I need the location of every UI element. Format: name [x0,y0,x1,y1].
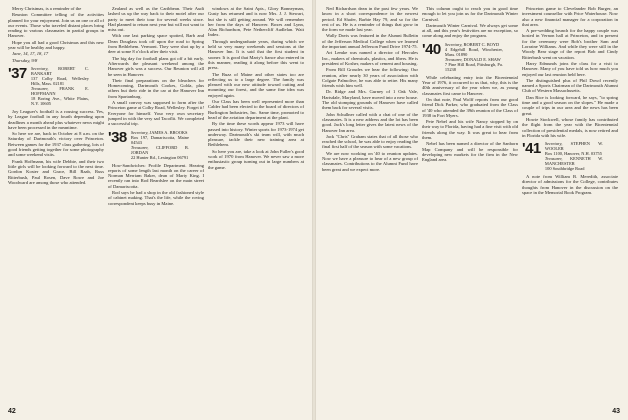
left-page [0,0,312,420]
class-officers [445,42,503,72]
paragraph: A small convoy was supposed to form after the Princeton game at Colby Road, Wellesley. Forget it! Everyone for himself. Your very own secretary jumped in with the very sad Tacoflit. We completed a successful trip. [108,100,204,127]
left-column-3 [208,6,304,406]
paragraph: Merry Christmas, is a reminder of the [12,6,82,11]
paragraph: The distinguished plus of Phil Dowd recently named a Sports Chairman of the Dartmouth Alumni Club of Western Massachusetts. [522,77,618,94]
paragraph: From Bill Groudes we hear the following: Our reunion, after nearly 30 years of association with Colgate Palmolive, he was able to retire. His many friends wish him well. [322,67,418,89]
paragraph: Jack "Chris" Graham states that of all those who reached the school, he was able to enjoy reading the final first half of the season with some vacations. [322,133,418,150]
paragraph: Nebel has been named a director of the Sanborn Map Company and will be responsible for developing new markets for the firm in the New England area. [422,141,518,163]
paragraph: Wally Davis was featured in the Alumni Bulletin of the Jefferson Medical College when we learned the important annual Jefferson Fund Drive 1974-75. [322,33,418,50]
secretary-role: Secretary, [30,65,49,71]
secretary-address: 137 Colby Road, Wellesley Hills, Mass. 02181 [30,75,89,86]
paragraph: While celebrating entry into the Bicentennial Year of 1976, it occurred to us that, why, this is the 40th anniversary of the year when we, as young classmates first came to Hanover. [422,74,518,96]
signoff-line: Jane, 14, 17, 18, 17 [12,51,49,57]
secretary-name: ROBERT C. BANKART [30,65,89,76]
treasurer-role: Treasurer, [130,144,149,150]
paragraph: Hope you all had a good Christmas and this new year will be healthy and happy. [8,39,104,51]
paragraph: So here we are, back in October at 8 a.m. on the Saturday of Dartmouth's victory over Princeton. Between games for the 1937 class gathering, lots of good friends getting together for some photography and some weekend visits. [8,131,104,158]
paragraph: A pre-wedding brunch for the happy couple was hosted in Vernon hall at Princeton, and in present for the ceremony were Bob's brother Sam and Lorraine Williams. And while they were still in the Woody Bear stage of the report Bob and Cindy Ritterbush went on vacation. [522,28,618,60]
paragraph: Dartmouth Winter Carnival. We always get some at all, and this year's festivities are no exception, so come along and enjoy the program. [422,22,518,39]
paragraph: windows at the Saint Apts., Glory Bonneyman, Gusty has returned and is now Mrs. J. J. Stewart, but she is still getting around. We will remember her from the days of Hanover. Boxes and Lynn, Alan Richardson, Pete Nethercliff Audlelan. Wait Index. [208,6,304,38]
paragraph: So here you are, take a look at John Fuller's good work of 1970 from Hanover. We never saw a more enthusiastic group turning out in large numbers at the game. [208,148,304,170]
class-year: '38 [108,128,127,146]
paragraph: This column ought to reach you in good time enough to let you join us for the Dartmouth Winter Carnival. [422,6,518,22]
paragraph: Reunion Committee telling of the activities planned for your enjoyment. Join us on one or all of our events. Those who traveled distant places bring reading to various classmates in partial groups in Hanover. [8,12,104,39]
class-heading-40 [422,42,518,72]
paragraph: On that note, Paul Wolff reports from our good friend Dick Parker, who graduated from the Class of '40 who attended the 39th reunion of the Class of 1938 in Fort Myers. [422,96,518,118]
paragraph: Frank Hoffmann, his wife Debbie, and their two little girls will be looking forward to the next time. Gordon Koster and Grace, Bill Raab, Russ Ritterbush, Paul Rosen, Dave Rowe and Joe Woodward are among those who attended. [8,158,104,185]
paragraph: By the time these words appear 1973 will have passed into history. Winter sports for 1973-1974 get underway. Dartmouth's ski team will, with much pleasure, tackle their new training area at Bethlehem. [208,121,304,148]
right-column-2 [422,6,518,406]
treasurer-name: DONALD E. SHAW [463,56,501,62]
treasurer-role: Treasurer, [30,85,49,91]
paragraph: The big day for football plans got off a bit early. Afterwards the pleasant weekend among the Hanover girls was a success. Our Reunion will all be seen in Hanover. [108,55,204,77]
paragraph: The Buzz of Maine and other states too are reflecting us to a large degree. The family was pleased with our new attitude toward cutting and mounting our forest, and the same fine idea was enjoyed again. [208,71,304,98]
class-officers [131,130,189,160]
paragraph: Dan Rice is looking forward, he says, "to spring time and a good season on the slopes." He made a couple of trips in our area and the news has been great. [522,94,618,116]
treasurer-address: 100 Southbridge Road [544,166,585,172]
paragraph: Their final preparations on the bleachers for Homecoming, Dartmouth Cookes, Golda, plus others but their ride in the car at the Hanover Inn from Spartanburg. [108,77,204,99]
secretary-address: Box 1100, Hanover, N.H. 03755 [544,151,602,157]
class-year: '40 [422,40,441,58]
class-year: '37 [8,64,27,82]
treasurer-address: 18 Boring Ave., White Plains, N.Y. 10605 [30,95,89,106]
right-page [316,0,628,420]
treasurer-name: KENNETH W. MANCHESTER [544,156,603,167]
treasurer-name: CLIFFORD B. JORDAN [130,144,189,155]
paragraph: Princeton game to Clevelander Bob Burger, an investment counsellor with Price Waterhouse. Now also a new financial manager for a corporation in that area. [522,6,618,27]
treasurer-role: Treasurer, [444,56,463,62]
treasurer-role: Treasurer, [544,156,563,162]
paragraph: A note from William B. Meredith, associate director of admissions for the College, contributes thoughts from Hanover in the discussion on the space in the Memorial Book Program. [522,174,618,196]
secretary-address: Box 197, Damariscotta, Maine 04543 [130,134,189,145]
class-heading-38 [108,130,204,160]
class-officers [31,66,89,106]
left-column-1 [8,6,104,406]
paragraph: John Schullner called with a chat of one of the classmates. It is a new address and the lot has been good. Jack's long letter gives the latest news of the Hanover Inn area. [322,111,418,133]
class-heading-37 [8,66,104,106]
treasurer-name: FRANK E. HOFFMANN [30,85,89,96]
paragraph: How-Sandwiches: Profile Department. Hearing reports of some length last month on the career of Norman Merriam Baker, dean of Marty King. I recently ran into Rod Beardslee on the main street of Damariscotta. [108,162,204,189]
paragraph: Ned Richardson dean in the past few years. We know in a short correspondence in the newest period. Ed Shafer, Barbie Hay 79, and so for the rest of us. He is a reminder of things that grow in the form we made last year. [322,6,418,33]
secretary-address: 4 Edgehill Road, Winchester, Mass. 01890 [444,46,503,57]
right-column-1 [322,6,418,406]
paragraph: We are now working on '40 to reunion updates. Now we have a pleasure to hear of a new group of classmates. Contributions to the Alumni Fund have been great and we expect more. [322,150,418,172]
paragraph: Joy Leaguer's football is a rousing success. Yes, by League football in any fourth depending upon deadlines a month ahead plus whatever news might have been processed in the meantime. [8,108,104,130]
paragraph: Pete Nebel and his wife Nancy stopped by on their way to Florida, having had a fine visit with old friends along the way. It was great to hear from them. [422,119,518,141]
page-number: 42 [8,408,16,415]
secretary-role: Secretary, [130,129,149,135]
signoff-name: Thursday, 9/8 [12,57,38,63]
secretary-role: Secretary, [444,41,463,47]
treasurer-address: 7 Pine Hill Road, Pittsburgh, Pa. 15238 [444,61,503,72]
secretary-role: Secretary, [544,141,563,147]
class-heading-41 [522,141,618,171]
left-column-2 [108,6,204,406]
page-number: 43 [612,408,620,415]
paragraph: With one last parking space spotted, Barb and Dean Douglass took off upon the road to Spring from Bethlehem. Vermont. They were shot up by a deer at some 8 o'clock after their visit. [108,33,204,55]
paragraph: Dr. Ridge and Mrs. Gurney of 1 Oak Vale, Hartsdale, Maryland, have moved into a new house. The old stomping grounds of Hanover have called them back for several visits. [322,89,418,111]
paragraph: Art Lemke was named a director of Hercules Inc., makers of chemicals, plastics, and fibers. He is president of Kosher, makers of cement and housing. [322,50,418,66]
secretary-name: JAMES A. BROOKS [149,129,188,135]
paragraph: Howie Stockwell, whose family has contributed the flight from the year with the Bicentennial collection of presidential medals, is now retired and in Florida with his wife. [522,116,618,138]
secretary-name: ROBERT C. BOYD [463,41,500,47]
paragraph: Our Class has been well represented more than Calder had been elected to the board of directors of Burlington Industries, Inc. Same time, promoted to head of the aviation department at the plant. [208,99,304,120]
paragraph: Rod says he had a shop in the old fashioned style of cabinet making. That's the life, while the roving correspondent keeps busy in Maine. [108,190,204,206]
paragraph: Through undergraduate years, during which we held so very many weekends and sessions at the Hanover Inn. It is said that the first student in sooner. It is good that Marty's fiance also entered in this manner, reading it along before this went to press. [208,38,304,71]
secretary-name: STEPHEN W. WOOLER [544,141,603,152]
paragraph: Harry Edmunds joins the class for a visit to Hanover. Many of you have told us how much you enjoyed our last reunion held here. [522,60,618,77]
class-officers [545,141,603,171]
treasurer-address: 22 Hunter Rd., Lexington 06791 [130,154,189,160]
right-column-3 [522,6,618,406]
class-year: '41 [522,140,541,158]
paragraph: Zealand as well as the Caribbean. Their Audi lashed us up the way back to their motel after our party to meet their tour for several weeks since. Had planned to return next year but will not want to miss out. [108,6,204,33]
